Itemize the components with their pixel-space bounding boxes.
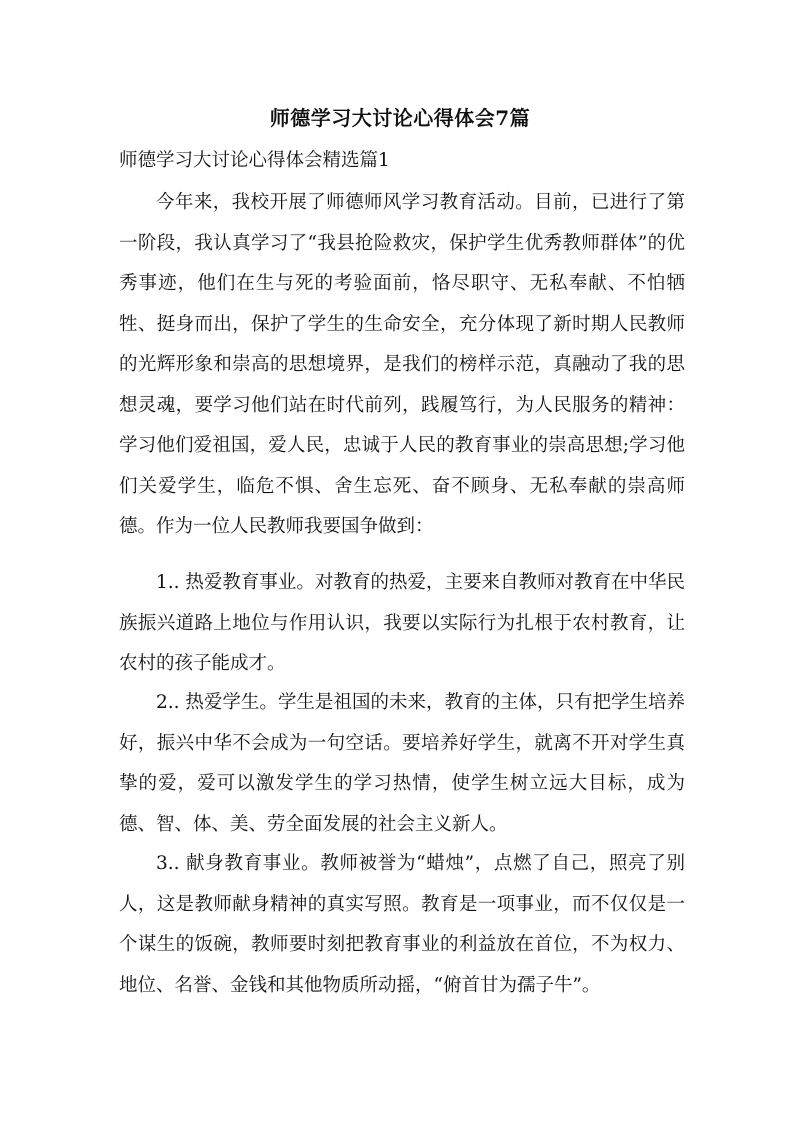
paragraph-point-2: 2.. 热爱学生。学生是祖国的未来，教育的主体，只有把学生培养好，振兴中华不会成为一句空话。要培养好学生，就离不开对学生真挚的爱，爱可以激发学生的学习热情，使学生树立远大目标，成为德、智、体、美、劳全面发展的社会主义新人。 [119,692,685,835]
paragraph-intro: 今年来，我校开展了师德师风学习教育活动。目前，已进行了第一阶段，我认真学习了“我县抢险救灾，保护学生优秀教师群体”的优秀事迹，他们在生与死的考验面前，恪尽职守、无私奉献、不怕牺牲、挺身而出，保护了学生的生命安全，充分体现了新时期人民教师的光辉形象和崇高的思想境界，是我们的榜样示范，真融动了我的思想灵魂，要学习他们站在时代前列，践履笃行，为人民服务的精神：学习他们爱祖国，爱人民，忠诚于人民的教育事业的崇高思想;学习他们关爱学生，临危不惧、舍生忘死、奋不顾身、无私奉献的崇高师德。作为一位人民教师我要国争做到： [119,192,685,537]
document-subtitle: 师德学习大讨论心得体会精选篇1 [119,150,390,171]
paragraph-point-3: 3.. 献身教育事业。教师被誉为“蜡烛”，点燃了自己，照亮了别人，这是教师献身精神的真实写照。教育是一项事业，而不仅仅是一个谋生的饭碗，教师要时刻把教育事业的利益放在首位，不为权力、地位、名誉、金钱和其他物质所动摇，“俯首甘为孺子牛”。 [119,853,685,996]
paragraph-point-1: 1.. 热爱教育事业。对教育的热爱，主要来自教师对教育在中华民族振兴道路上地位与作用认识，我要以实际行为扎根于农村教育，让农村的孩子能成才。 [119,572,685,674]
document-title: 师德学习大讨论心得体会7篇 [269,106,531,130]
